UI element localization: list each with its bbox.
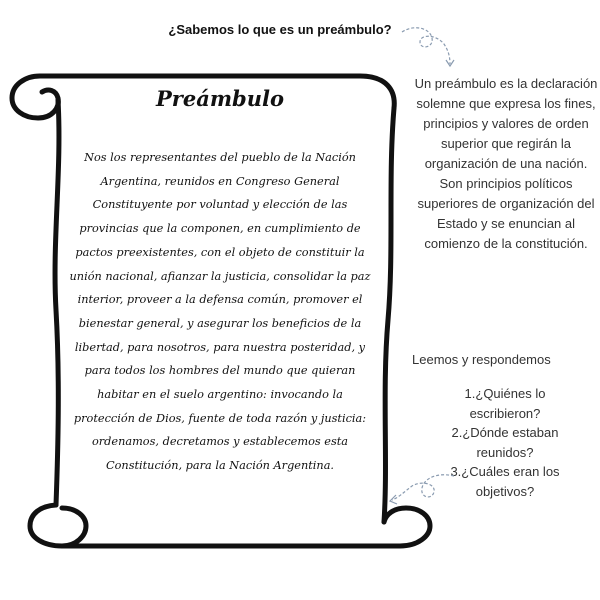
swirl-arrow-icon xyxy=(388,468,458,508)
question-item: 3.¿Cuáles eran los objetivos? xyxy=(450,464,560,499)
question-item: 1.¿Quiénes lo escribieron? xyxy=(464,386,546,421)
page-heading-question: ¿Sabemos lo que es un preámbulo? xyxy=(168,22,392,37)
preamble-definition: Un preámbulo es la declaración solemne que expresa los fines, principios y valores de orden superior que regirán la organización de una nación. Son principios políticos superiores de organización del Estado y se enuncian al comienzo de la constitución. xyxy=(414,76,598,251)
question-item: 2.¿Dónde estaban reunidos? xyxy=(451,425,559,460)
activity-heading: Leemos y respondemos xyxy=(412,352,551,367)
preamble-text: Nos los representantes del pueblo de la Nación Argentina, reunidos en Congreso General Constituyente por voluntad y elección de las provincias que la componen, en cumplimiento de pactos preexistentes, con el objeto de constituir la unión nacional, afianzar la justicia, consolidar la paz interior, proveer a la defensa común, promover el bienestar general, y asegurar los beneficios de la libertad, para nosotros, para nuestra posteridad, y para todos los hombres del mundo que quieran habitar en el suelo argentino: invocando la protección de Dios, fuente de toda razón y justicia: ordenamos, decretamos y establecemos esta Constitución, para la Nación Argentina. xyxy=(69,151,371,473)
scroll-title: Preámbulo xyxy=(156,86,284,111)
